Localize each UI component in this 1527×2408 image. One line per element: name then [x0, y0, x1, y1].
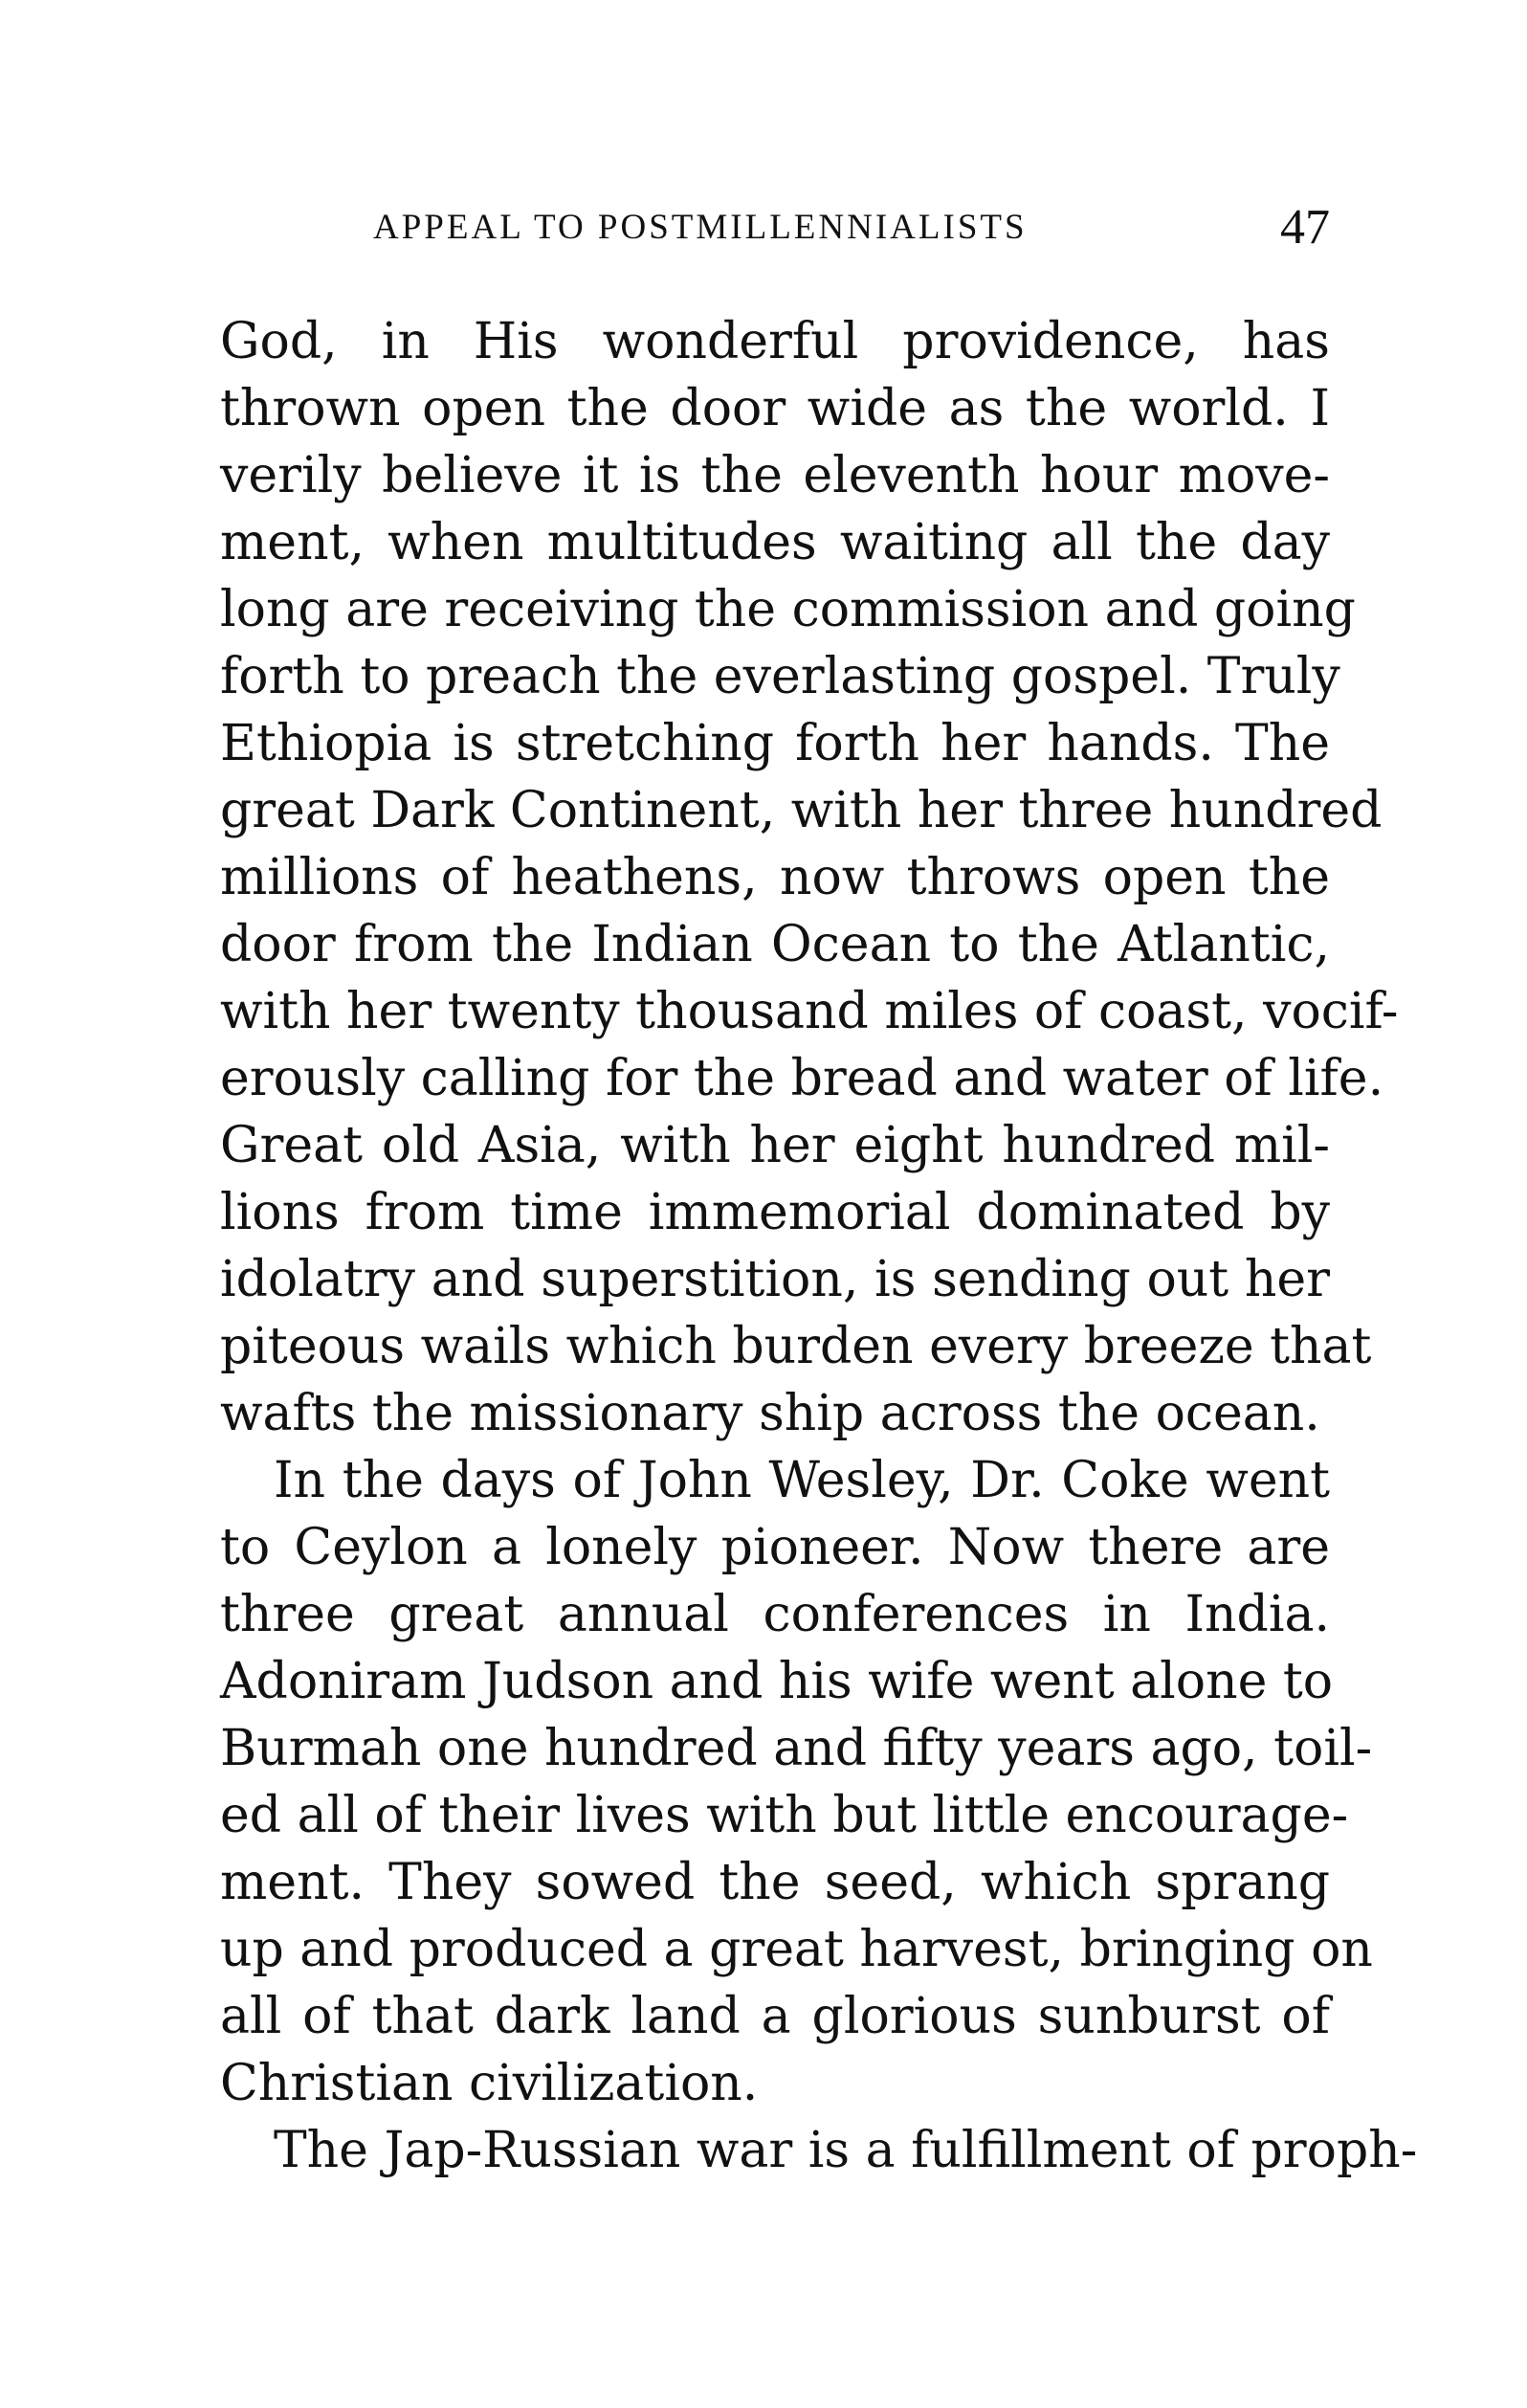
text-line: forth to preach the everlasting gospel. Truly: [220, 648, 1340, 705]
text-line: idolatry and superstition, is sending out her: [220, 1251, 1330, 1308]
text-line: all of that dark land a glorious sunburst of: [220, 1988, 1330, 2045]
text-line: millions of heathens, now throws open the: [220, 849, 1330, 906]
text-line: erously calling for the bread and water of life.: [220, 1050, 1384, 1107]
text-line: ment, when multitudes waiting all the day: [220, 514, 1330, 571]
text-line: The Jap-Russian war is a fulfillment of proph-: [274, 2122, 1418, 2179]
text-line: Great old Asia, with her eight hundred mil-: [220, 1117, 1330, 1174]
text-line: Ethiopia is stretching forth her hands. The: [220, 715, 1330, 772]
text-line: door from the Indian Ocean to the Atlantic,: [220, 916, 1330, 973]
running-head: [220, 199, 1330, 256]
text-line: to Ceylon a lonely pioneer. Now there are: [220, 1519, 1330, 1576]
text-line: with her twenty thousand miles of coast, vocif-: [220, 983, 1399, 1040]
text-line: verily believe it is the eleventh hour move-: [220, 447, 1330, 504]
text-line: thrown open the door wide as the world. I: [220, 380, 1330, 437]
text-line: lions from time immemorial dominated by: [220, 1184, 1330, 1241]
body-text: [220, 308, 1418, 2184]
text-line: ment. They sowed the seed, which sprang: [220, 1854, 1330, 1911]
text-line: Burmah one hundred and fifty years ago, toil-: [220, 1720, 1373, 1777]
text-line: Adoniram Judson and his wife went alone to: [220, 1653, 1334, 1710]
text-line: In the days of John Wesley, Dr. Coke went: [274, 1452, 1330, 1509]
running-title: APPEAL TO POSTMILLENNIALISTS: [373, 208, 1028, 247]
text-line: piteous wails which burden every breeze that: [220, 1318, 1372, 1375]
text-line: wafts the missionary ship across the ocean.: [220, 1385, 1320, 1442]
text-line: up and produced a great harvest, bringing on: [220, 1921, 1373, 1978]
page-number: 47: [1280, 200, 1330, 255]
text-line: Christian civilization.: [220, 2055, 759, 2112]
text-line: great Dark Continent, with her three hundred: [220, 782, 1383, 839]
text-line: ed all of their lives with but little encourage-: [220, 1787, 1349, 1844]
text-line: long are receiving the commission and going: [220, 581, 1356, 638]
text-line: three great annual conferences in India.: [220, 1586, 1330, 1643]
text-line: God, in His wonderful providence, has: [220, 313, 1330, 370]
